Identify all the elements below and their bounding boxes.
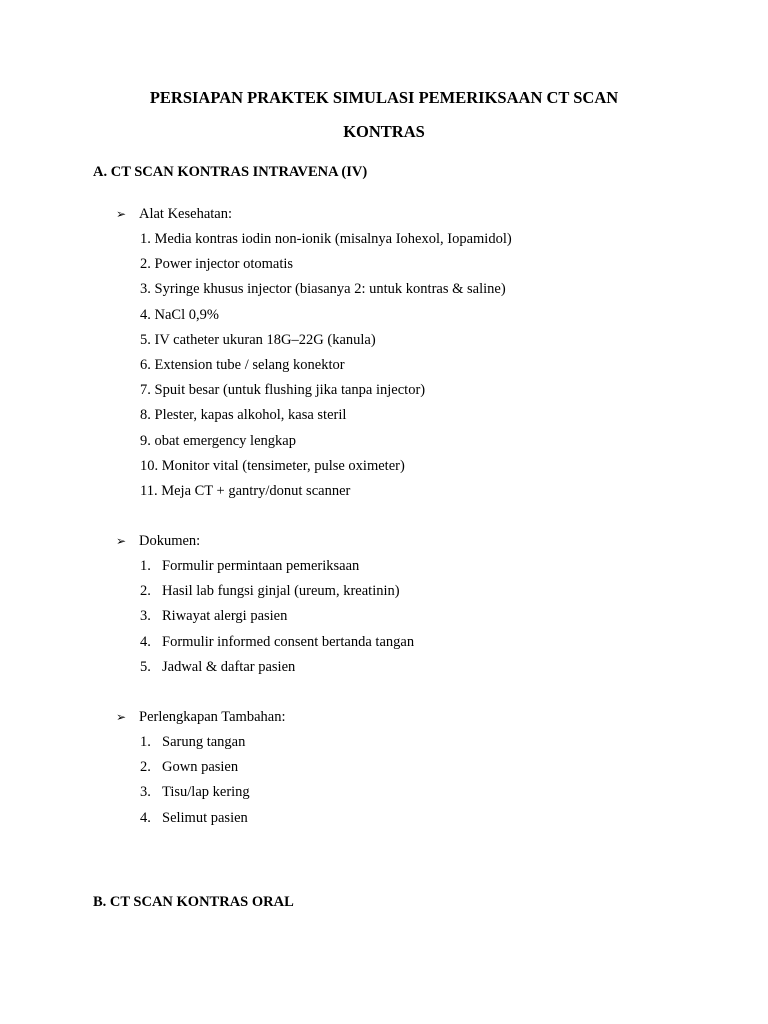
arrow-bullet-icon: ➢ [116, 710, 127, 724]
list-item-text: Jadwal & daftar pasien [162, 658, 296, 675]
dokumen-label: Dokumen: [139, 533, 201, 549]
list-item-text: 3. Syringe khusus injector (biasanya 2: untuk kontras & saline) [140, 281, 506, 298]
list-item-number: 2. [140, 759, 151, 776]
list-item-text: 11. Meja CT + gantry/donut scanner [140, 482, 351, 499]
list-item-text: Selimut pasien [162, 809, 248, 826]
list-item-text: 10. Monitor vital (tensimeter, pulse oximeter) [140, 457, 405, 474]
alat-kesehatan-list [116, 227, 736, 504]
list-item-number: 4. [140, 809, 151, 826]
list-item-number: 5. [140, 658, 151, 675]
list-item-text: 9. obat emergency lengkap [140, 432, 296, 449]
dokumen-group [116, 529, 736, 680]
list-item [116, 806, 736, 831]
perlengkapan-group [116, 705, 736, 831]
list-item [116, 755, 736, 780]
section-b-heading: B. CT SCAN KONTRAS ORAL [93, 894, 294, 910]
arrow-bullet-icon: ➢ [116, 534, 127, 548]
perlengkapan-list [116, 730, 736, 831]
list-item-number: 1. [140, 734, 151, 750]
list-item-text: 2. Power injector otomatis [140, 256, 294, 273]
list-item [116, 429, 736, 454]
perlengkapan-label: Perlengkapan Tambahan: [139, 709, 286, 725]
list-item-text: Gown pasien [162, 759, 239, 776]
list-item-number: 1. [140, 558, 151, 574]
section-a-heading: A. CT SCAN KONTRAS INTRAVENA (IV) [93, 164, 368, 180]
list-item [116, 579, 736, 604]
list-item-text: Riwayat alergi pasien [162, 608, 288, 625]
list-item [116, 378, 736, 403]
dokumen-header [116, 529, 736, 554]
list-item [116, 655, 736, 680]
dokumen-list [116, 554, 736, 680]
list-item [116, 252, 736, 277]
list-item-text: Sarung tangan [162, 734, 246, 750]
list-item [116, 454, 736, 479]
list-item-text: 8. Plester, kapas alkohol, kasa steril [140, 407, 347, 424]
list-item [116, 403, 736, 428]
list-item-text: 7. Spuit besar (untuk flushing jika tanpa injector) [140, 382, 426, 399]
alat-kesehatan-label: Alat Kesehatan: [139, 206, 233, 222]
list-item-number: 3. [140, 784, 151, 801]
alat-kesehatan-header [116, 202, 736, 227]
arrow-bullet-icon: ➢ [116, 207, 127, 221]
list-item-text: 6. Extension tube / selang konektor [140, 356, 345, 373]
list-item [116, 328, 736, 353]
list-item [116, 277, 736, 302]
list-item-number: 4. [140, 633, 151, 650]
list-item-text: 1. Media kontras iodin non-ionik (misalnya Iohexol, Iopamidol) [140, 231, 512, 247]
list-item [116, 303, 736, 328]
page-title-line-2: KONTRAS [343, 122, 425, 141]
list-item [116, 604, 736, 629]
perlengkapan-header [116, 705, 736, 730]
list-item-text: 5. IV catheter ukuran 18G–22G (kanula) [140, 331, 376, 348]
page-title [0, 81, 768, 149]
list-item [116, 730, 736, 755]
list-item-text: Tisu/lap kering [162, 784, 250, 801]
list-item-text: Formulir permintaan pemeriksaan [162, 558, 360, 574]
page-title-line-1: PERSIAPAN PRAKTEK SIMULASI PEMERIKSAAN CT SCAN [149, 88, 619, 107]
list-item [116, 479, 736, 504]
list-item [116, 630, 736, 655]
list-item-text: Hasil lab fungsi ginjal (ureum, kreatinin) [162, 583, 400, 600]
list-item-number: 3. [140, 608, 151, 625]
list-item [116, 554, 736, 579]
list-item [116, 353, 736, 378]
alat-kesehatan-group [116, 202, 736, 504]
list-item-text: Formulir informed consent bertanda tangan [162, 633, 415, 650]
list-item [116, 227, 736, 252]
list-item-number: 2. [140, 583, 151, 600]
list-item [116, 780, 736, 805]
list-item-text: 4. NaCl 0,9% [140, 306, 219, 323]
